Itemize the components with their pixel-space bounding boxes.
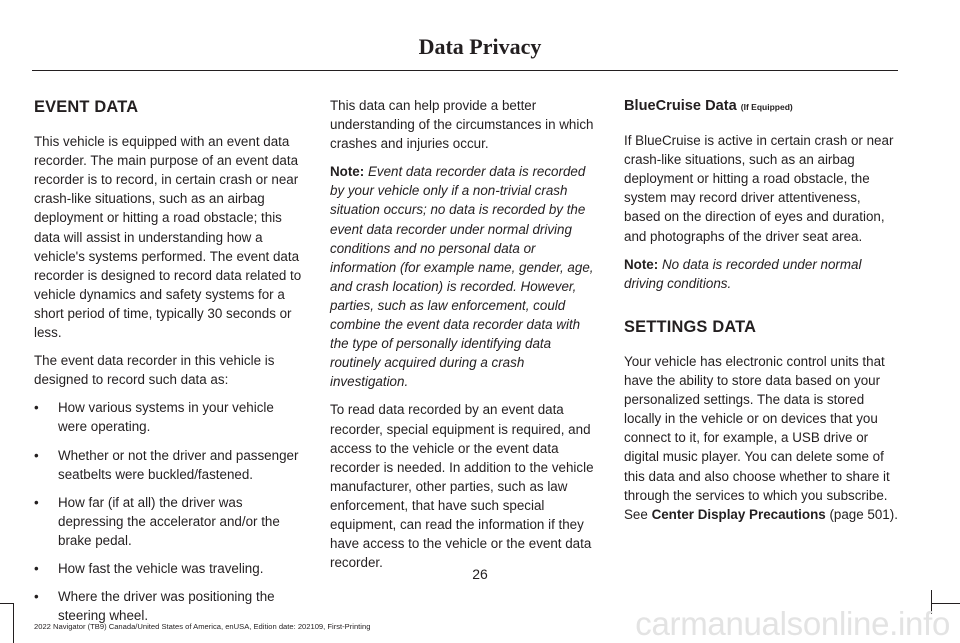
bullet-icon: • (34, 494, 39, 510)
list-item: • Whether or not the driver and passenger seatbelts were buckled/fastened. (34, 447, 299, 482)
header-divider (32, 70, 898, 71)
footer-edition-info: 2022 Navigator (TB9) Canada/United States of America, enUSA, Edition date: 202109, First-Printing (34, 622, 371, 631)
paragraph-bluecruise: If BlueCruise is active in certain crash or near crash-like situations, such as an airbag deployment or hitting a road obstacle, the system may record driver attentiveness, based on the direction of eyes and duration, and photographs of the driver seat area. (624, 133, 894, 244)
note-label: Note: (624, 256, 659, 272)
list-item: • How various systems in your vehicle were operating. (34, 400, 274, 435)
column-middle (330, 96, 602, 581)
note-text: Event data recorder data is recorded by your vehicle only if a non-trivial crash situation occurs; no data is recorded by the event data recorder under normal driving conditions and no personal data or information (for example name, gender, age, and crash location) is recorded. However, parties, such as law enforcement, could combine the event data recorder data with the type of personally identifying data routinely acquired during a crash investigation. (330, 164, 594, 390)
crop-mark-right-horizontal (932, 603, 960, 604)
list-item: • How far (if at all) the driver was depressing the accelerator and/or the brake pedal. (34, 494, 280, 548)
page-number: 26 (472, 566, 488, 582)
note-event-data (330, 162, 602, 391)
column-right (624, 96, 898, 533)
paragraph-data-understanding: This data can help provide a better understanding of the circumstances in which crashes and injuries occur. (330, 98, 594, 152)
watermark: carmanualsonline.info (635, 605, 950, 642)
bullet-list (34, 398, 306, 625)
list-item: • Where the driver was positioning the steering wheel. (34, 589, 275, 624)
if-equipped-label: (If Equipped) (740, 102, 793, 112)
crop-mark-left-horizontal (0, 603, 13, 604)
paragraph-settings-data: Your vehicle has electronic control units that have the ability to store data based on your personalized settings. The data is stored locally in the vehicle or on devices that you connect to it, for example, a USB drive or digital music player. You can delete some of this data and also choose whether to share it through the services to which you subscribe. See Center Display Precautions (page 501). (624, 353, 898, 522)
bullet-icon: • (34, 447, 39, 463)
note-text: No data is recorded under normal driving conditions. (624, 256, 862, 291)
paragraph-event-data-intro: This vehicle is equipped with an event data recorder. The main purpose of an event data recorder is to record, in certain crash or near crash-like situations, such as an airbag deployment or hitting a road obstacle; this data will assist in understanding how a vehicle's systems performed. The event data recorder is designed to record data related to vehicle dynamics and safety systems for a short period of time, typically 30 seconds or less. (34, 134, 302, 341)
section-heading-event-data: EVENT DATA (34, 98, 139, 116)
paragraph-event-data-record: The event data recorder in this vehicle is designed to record such data as: (34, 353, 275, 388)
crop-mark-left-vertical (13, 603, 14, 643)
bullet-icon: • (34, 560, 39, 576)
subheading-bluecruise-data: BlueCruise Data (If Equipped) (624, 98, 793, 114)
cross-reference-link[interactable]: Center Display Precautions (651, 506, 826, 522)
note-label: Note: (330, 164, 365, 180)
bullet-icon: • (34, 589, 39, 605)
list-item: • How fast the vehicle was traveling. (34, 559, 306, 578)
cross-reference-page: (page 501). (829, 506, 898, 522)
bullet-icon: • (34, 400, 39, 416)
page-header-title: Data Privacy (418, 34, 542, 59)
section-heading-settings-data: SETTINGS DATA (624, 317, 757, 336)
note-bluecruise (624, 255, 898, 293)
column-left (34, 96, 306, 634)
paragraph-read-data: To read data recorded by an event data recorder, special equipment is required, and access to the vehicle or the event data recorder is needed. In addition to the vehicle manufacturer, other parties, such as law enforcement, that have such special equipment, can read the information if they have access to the vehicle or the event data recorder. (330, 402, 594, 571)
